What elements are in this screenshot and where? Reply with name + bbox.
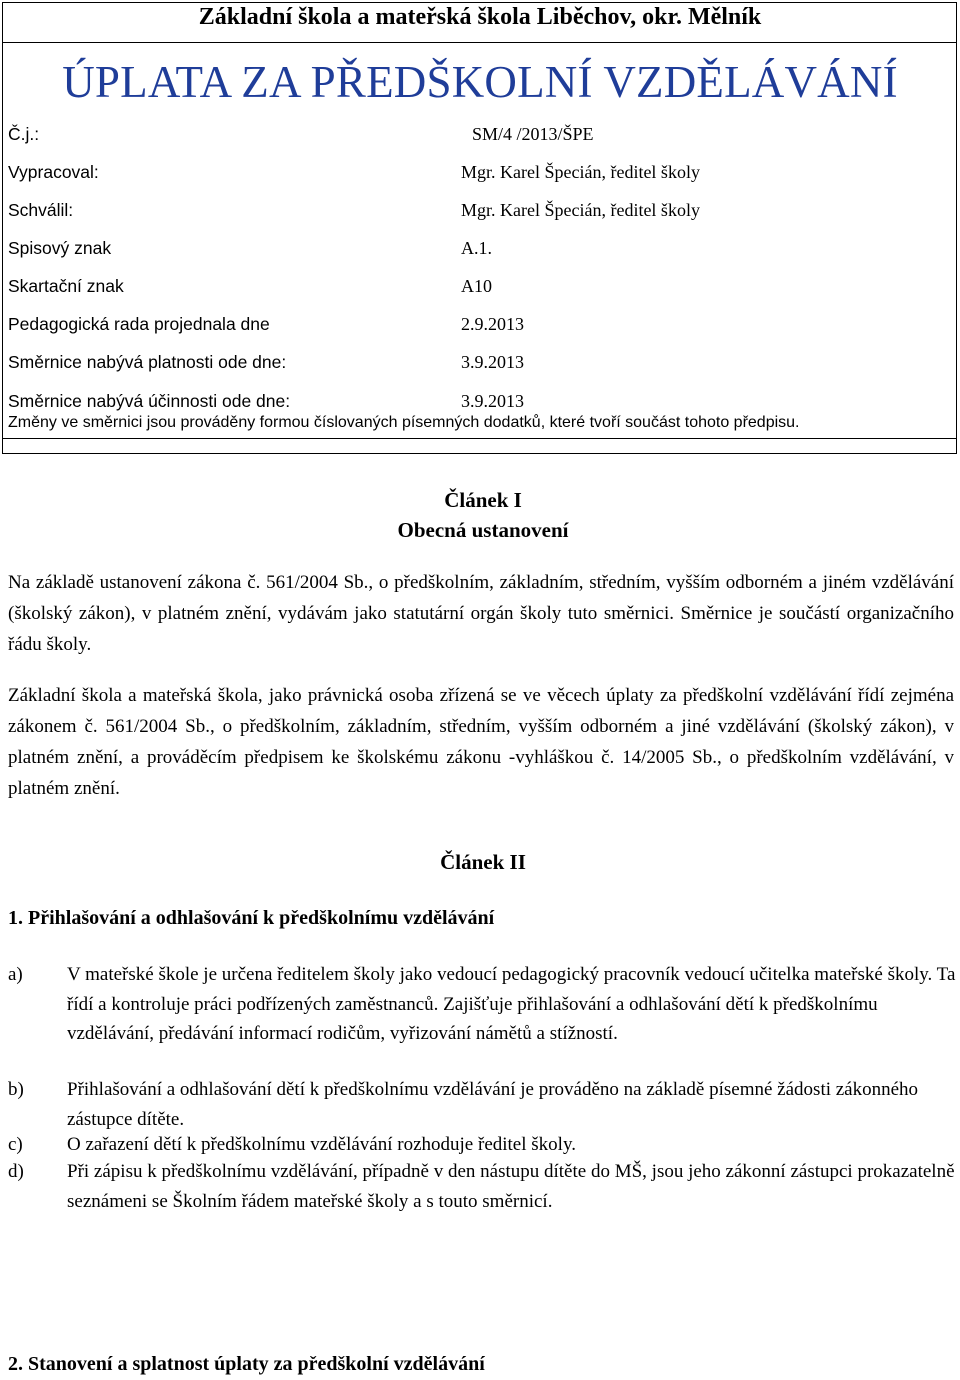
section-2-heading: 2. Stanovení a splatnost úplaty za předškolní vzdělávání bbox=[8, 1353, 485, 1375]
table-rule bbox=[3, 438, 957, 439]
article-1-title: Článek I bbox=[444, 488, 522, 512]
article-1-subtitle: Obecná ustanovení bbox=[397, 518, 569, 542]
list-marker: a) bbox=[8, 964, 23, 985]
list-marker: b) bbox=[8, 1079, 24, 1100]
file-code-value: A.1. bbox=[461, 238, 492, 258]
list-item bbox=[8, 1075, 958, 1134]
council-date-label: Pedagogická rada projednala dne bbox=[8, 314, 270, 334]
document-title: ÚPLATA ZA PŘEDŠKOLNÍ VZDĚLÁVÁNÍ bbox=[62, 57, 898, 107]
article-1-paragraph: Základní škola a mateřská škola, jako právnická osoba zřízená se ve věcech úplaty za předškolní vzdělávání řídí zejména zákonem č. 561/2004 Sb., o předškolním, základním, středním, vyšším odborném a jiné vzdělávání (školský zákon), v platném znění, a prováděcím předpisem ke školskému zákonu -vyhláškou č. 14/2005 Sb., o předškolním vzdělávání, v platném znění. bbox=[8, 685, 954, 799]
approved-by-value: Mgr. Karel Špecián, ředitel školy bbox=[461, 200, 700, 220]
council-date-value: 2.9.2013 bbox=[461, 314, 524, 334]
list-item-text: Při zápisu k předškolnímu vzdělávání, případně v den nástupu dítěte do MŠ, jsou jeho zákonní zástupci prokazatelně seznámeni se Školním řádem mateřské školy a s touto směrnicí. bbox=[67, 1161, 955, 1212]
list-item bbox=[8, 1157, 958, 1216]
validity-date-label: Směrnice nabývá platnosti ode dne: bbox=[8, 352, 287, 372]
ref-value: SM/4 /2013/ŠPE bbox=[472, 124, 594, 144]
table-rule bbox=[3, 42, 957, 43]
list-marker: d) bbox=[8, 1161, 24, 1182]
approved-by-label: Schválil: bbox=[8, 200, 74, 220]
list-item bbox=[8, 1130, 958, 1160]
school-name: Základní škola a mateřská škola Liběchov, okr. Mělník bbox=[198, 4, 762, 30]
list-marker: c) bbox=[8, 1134, 23, 1155]
shredding-code-value: A10 bbox=[461, 276, 492, 296]
list-item-text: Přihlašování a odhlašování dětí k předškolnímu vzdělávání je prováděno na základě písemné žádosti zákonného zástupce dítěte. bbox=[67, 1079, 919, 1130]
article-2-title: Článek II bbox=[440, 850, 526, 874]
file-code-label: Spisový znak bbox=[8, 238, 112, 258]
shredding-code-label: Skartační znak bbox=[8, 276, 124, 296]
effective-date-label: Směrnice nabývá účinnosti ode dne: bbox=[8, 391, 291, 411]
ref-label: Č.j.: bbox=[8, 124, 40, 144]
article-1-paragraph: Na základě ustanovení zákona č. 561/2004 Sb., o předškolním, základním, středním, vyšším odborném a jiném vzdělávání (školský zákon), v platném znění, vydávám jako statutární orgán školy tuto směrnici. Směrnice je součástí organizačního řádu školy. bbox=[8, 572, 954, 655]
list-item bbox=[8, 960, 958, 1049]
prepared-by-value: Mgr. Karel Špecián, ředitel školy bbox=[461, 162, 700, 182]
amendments-note: Změny ve směrnici jsou prováděny formou číslovaných písemných dodatků, které tvoří součást tohoto předpisu. bbox=[8, 414, 800, 431]
validity-date-value: 3.9.2013 bbox=[461, 352, 524, 372]
prepared-by-label: Vypracoval: bbox=[8, 162, 99, 182]
section-1-heading: 1. Přihlašování a odhlašování k předškolnímu vzdělávání bbox=[8, 907, 495, 929]
effective-date-value: 3.9.2013 bbox=[461, 391, 524, 411]
list-item-text: O zařazení dětí k předškolnímu vzdělávání rozhoduje ředitel školy. bbox=[67, 1134, 576, 1155]
list-item-text: V mateřské škole je určena ředitelem školy jako vedoucí pedagogický pracovník vedoucí učitelka mateřské školy. Ta řídí a kontroluje práci podřízených zaměstnanců. Zajišťuje přihlašování a odhlašování dětí k předškolnímu vzdělávání, předávání informací rodičům, vyřizování námětů a stížností. bbox=[67, 964, 956, 1044]
